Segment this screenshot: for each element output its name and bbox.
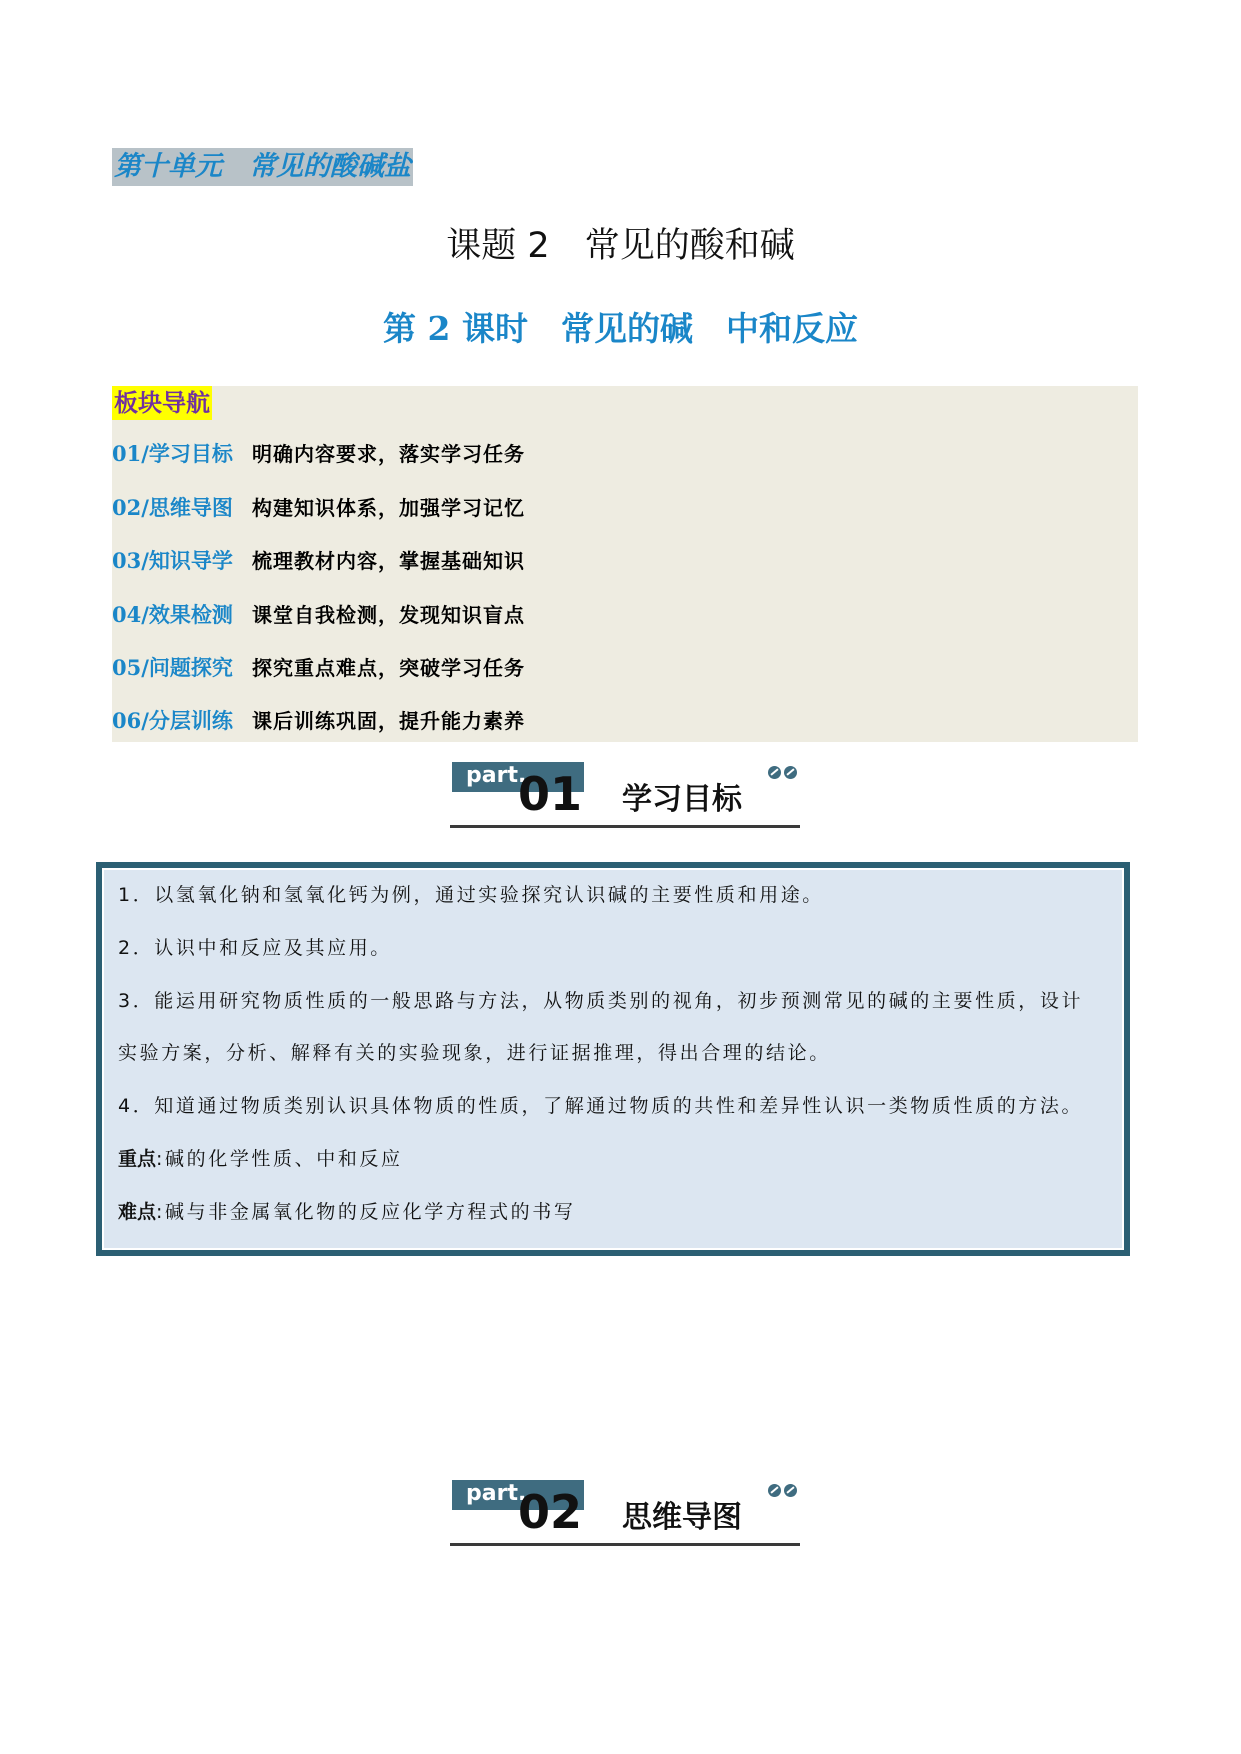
nav-item-number: 01/学习目标 <box>112 441 233 466</box>
part-number: 02 <box>518 1485 583 1539</box>
goal-line: 1．以氢氧化钠和氢氧化钙为例，通过实验探究认识碱的主要性质和用途。 <box>118 884 824 906</box>
learning-goals-content <box>102 868 1124 1250</box>
nav-item-number: 03/知识导学 <box>112 548 233 573</box>
nav-item-number: 04/效果检测 <box>112 602 233 627</box>
decorative-dots-icon <box>768 764 800 783</box>
nav-item <box>112 439 525 469</box>
nav-item-description: 构建知识体系，加强学习记忆 <box>252 496 525 520</box>
nav-item-description: 课堂自我检测，发现知识盲点 <box>252 603 525 627</box>
nav-item-description: 课后训练巩固，提升能力素养 <box>252 709 525 733</box>
part-label: 学习目标 <box>622 782 742 817</box>
learning-goals-box <box>96 862 1130 1256</box>
decorative-dots-icon <box>768 1482 800 1501</box>
difficulty-label: 难点 <box>118 1201 157 1223</box>
navigation-heading: 板块导航 <box>112 386 212 420</box>
navigation-box <box>112 386 1138 742</box>
part-underline <box>450 825 800 828</box>
unit-title: 第十单元 常见的酸碱盐 <box>112 148 413 186</box>
part-word: part. <box>466 763 527 788</box>
difficulty-text: :碱与非金属氧化物的反应化学方程式的书写 <box>156 1201 576 1223</box>
nav-item <box>112 493 525 523</box>
nav-item-number: 06/分层训练 <box>112 708 233 733</box>
nav-item <box>112 653 525 683</box>
part-number: 01 <box>518 767 583 821</box>
session-title: 第 2 课时 常见的碱 中和反应 <box>383 309 858 348</box>
part-02-header <box>450 1478 800 1546</box>
nav-item <box>112 600 525 630</box>
goal-line: 4．知道通过物质类别认识具体物质的性质，了解通过物质的共性和差异性认识一类物质性质的方法。 <box>118 1095 1084 1117</box>
goal-line: 2．认识中和反应及其应用。 <box>118 937 392 959</box>
nav-item-number: 05/问题探究 <box>112 655 233 680</box>
nav-item-description: 探究重点难点，突破学习任务 <box>252 656 525 680</box>
lesson-title: 课题 2 常见的酸和碱 <box>446 226 795 266</box>
goal-line: 实验方案，分析、解释有关的实验现象，进行证据推理，得出合理的结论。 <box>118 1042 831 1064</box>
part-underline <box>450 1543 800 1546</box>
difficulty-line <box>118 1197 575 1224</box>
key-point-label: 重点 <box>118 1148 157 1170</box>
key-point-text: :碱的化学性质、中和反应 <box>156 1148 403 1170</box>
goal-line: 3．能运用研究物质性质的一般思路与方法，从物质类别的视角，初步预测常见的碱的主要性质，设计 <box>118 990 1084 1012</box>
nav-item-description: 梳理教材内容，掌握基础知识 <box>252 549 525 573</box>
part-word: part. <box>466 1481 527 1506</box>
nav-item <box>112 706 525 736</box>
nav-item <box>112 546 525 576</box>
part-01-header <box>450 760 800 828</box>
nav-item-description: 明确内容要求，落实学习任务 <box>252 442 525 466</box>
key-point-line <box>118 1144 403 1171</box>
nav-item-number: 02/思维导图 <box>112 495 233 520</box>
part-label: 思维导图 <box>622 1500 742 1535</box>
